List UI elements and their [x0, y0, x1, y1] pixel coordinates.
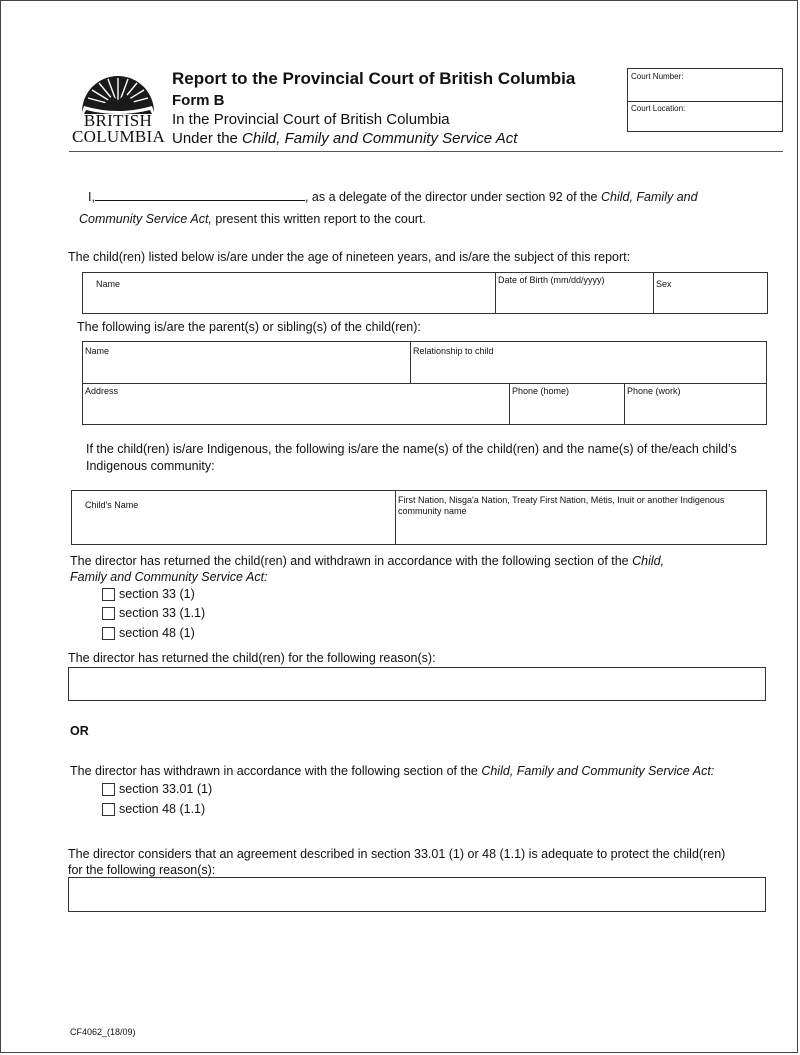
- court-info-box: [627, 68, 783, 132]
- court-location-label: Court Location:: [631, 104, 686, 113]
- col-dob: Date of Birth (mm/dd/yyyy): [498, 275, 605, 285]
- col-sex: Sex: [656, 279, 672, 289]
- form-code: CF4062_(18/09): [70, 1027, 136, 1037]
- checkbox-label: section 48 (1): [119, 626, 195, 640]
- parents-table: [82, 341, 767, 425]
- intro-line-2: [79, 212, 426, 226]
- withdrawn-text: The director has withdrawn in accordance with the following section of the: [70, 764, 482, 778]
- act-subtitle: [172, 130, 517, 147]
- checkbox[interactable]: [102, 627, 115, 640]
- checkbox-section-33-01-1[interactable]: [102, 782, 212, 796]
- checkbox-label: section 33 (1): [119, 587, 195, 601]
- agreement-line-2: for the following reason(s):: [68, 863, 216, 877]
- checkbox-label: section 33.01 (1): [119, 782, 213, 796]
- page-title: Report to the Provincial Court of British Columbia: [172, 69, 576, 88]
- logo-text-british: BRITISH: [83, 111, 153, 130]
- logo-text-columbia: COLUMBIA: [72, 127, 166, 146]
- court-location-field[interactable]: [628, 101, 782, 132]
- checkbox-section-48-1[interactable]: [102, 626, 195, 640]
- col-parent-name: Name: [85, 346, 110, 356]
- checkbox[interactable]: [102, 588, 115, 601]
- child-sex-cell[interactable]: [654, 273, 768, 314]
- bc-logo: [72, 66, 164, 146]
- checkbox-section-48-1-1[interactable]: [102, 802, 205, 816]
- checkbox-label: section 48 (1.1): [119, 802, 206, 816]
- col-phone-home: Phone (home): [512, 386, 570, 396]
- court-number-field[interactable]: [628, 69, 782, 101]
- agreement-intro: [68, 846, 725, 878]
- child-dob-cell[interactable]: [496, 273, 654, 314]
- col-address: Address: [85, 386, 119, 396]
- returned-act-a: Child,: [632, 554, 665, 568]
- intro-mid: , as a delegate of the director under section 92 of the: [304, 190, 601, 204]
- child-name-cell[interactable]: [83, 273, 496, 314]
- indigenous-intro-line-2: Indigenous community:: [86, 459, 215, 473]
- children-table: [82, 272, 768, 314]
- delegate-name-field[interactable]: [95, 188, 305, 201]
- checkbox-section-33-1-1[interactable]: [102, 606, 205, 620]
- sun-mountain-icon: [72, 66, 164, 114]
- intro-suffix: present this written report to the court.: [211, 212, 426, 226]
- returned-intro: [70, 553, 664, 585]
- court-subtitle: In the Provincial Court of British Columbia: [172, 111, 450, 128]
- checkbox[interactable]: [102, 803, 115, 816]
- address-cell[interactable]: [83, 384, 510, 424]
- relationship-cell[interactable]: [411, 342, 766, 384]
- act-name: Child, Family and Community Service Act: [242, 130, 518, 147]
- col-relationship: Relationship to child: [413, 346, 494, 356]
- returned-reason-label: The director has returned the child(ren) for the following reason(s):: [68, 651, 436, 665]
- children-intro: The child(ren) listed below is/are under the age of nineteen years, and is/are the subject of this report:: [68, 250, 631, 264]
- intro-act-a: Child, Family and: [600, 190, 698, 204]
- withdrawn-act: Child, Family and Community Service Act:: [481, 764, 715, 778]
- returned-reason-field[interactable]: [68, 667, 766, 701]
- checkbox-section-33-1[interactable]: [102, 587, 195, 601]
- col-child-name: Child's Name: [85, 500, 139, 510]
- col-name: Name: [96, 279, 121, 289]
- checkbox[interactable]: [102, 607, 115, 620]
- checkbox-label: section 33 (1.1): [119, 606, 206, 620]
- parents-intro: The following is/are the parent(s) or sibling(s) of the child(ren):: [77, 320, 421, 334]
- indigenous-child-name-cell[interactable]: [72, 491, 396, 545]
- phone-home-cell[interactable]: [510, 384, 625, 424]
- indigenous-intro: [86, 441, 737, 475]
- form-label: Form B: [172, 92, 225, 109]
- agreement-reason-field[interactable]: [68, 877, 766, 912]
- phone-work-cell[interactable]: [625, 384, 766, 424]
- returned-act-b: Family and Community Service Act:: [70, 570, 268, 584]
- header-divider: [69, 151, 783, 152]
- intro-line-1: [88, 188, 698, 204]
- intro-prefix: I,: [88, 190, 95, 204]
- act-prefix: Under the: [172, 130, 243, 147]
- withdrawn-intro: [70, 764, 714, 778]
- indigenous-community-cell[interactable]: [396, 491, 767, 545]
- indigenous-intro-line-1: If the child(ren) is/are Indigenous, the following is/are the name(s) of the child(ren) and the name(s) of the/each child’s: [86, 442, 737, 456]
- returned-text: The director has returned the child(ren) and withdrawn in accordance with the following section of the: [70, 554, 633, 568]
- col-phone-work: Phone (work): [627, 386, 681, 396]
- agreement-line-1: The director considers that an agreement described in section 33.01 (1) or 48 (1.1) is adequate to protect the child(ren): [68, 847, 726, 861]
- parent-name-cell[interactable]: [83, 342, 411, 384]
- col-community: First Nation, Nisga'a Nation, Treaty First Nation, Métis, Inuit or another Indigenous community name: [398, 495, 725, 516]
- intro-act-b: Community Service Act,: [79, 212, 212, 226]
- checkbox[interactable]: [102, 783, 115, 796]
- court-number-label: Court Number:: [631, 72, 684, 81]
- indigenous-table: [71, 490, 767, 545]
- or-label: OR: [70, 724, 89, 738]
